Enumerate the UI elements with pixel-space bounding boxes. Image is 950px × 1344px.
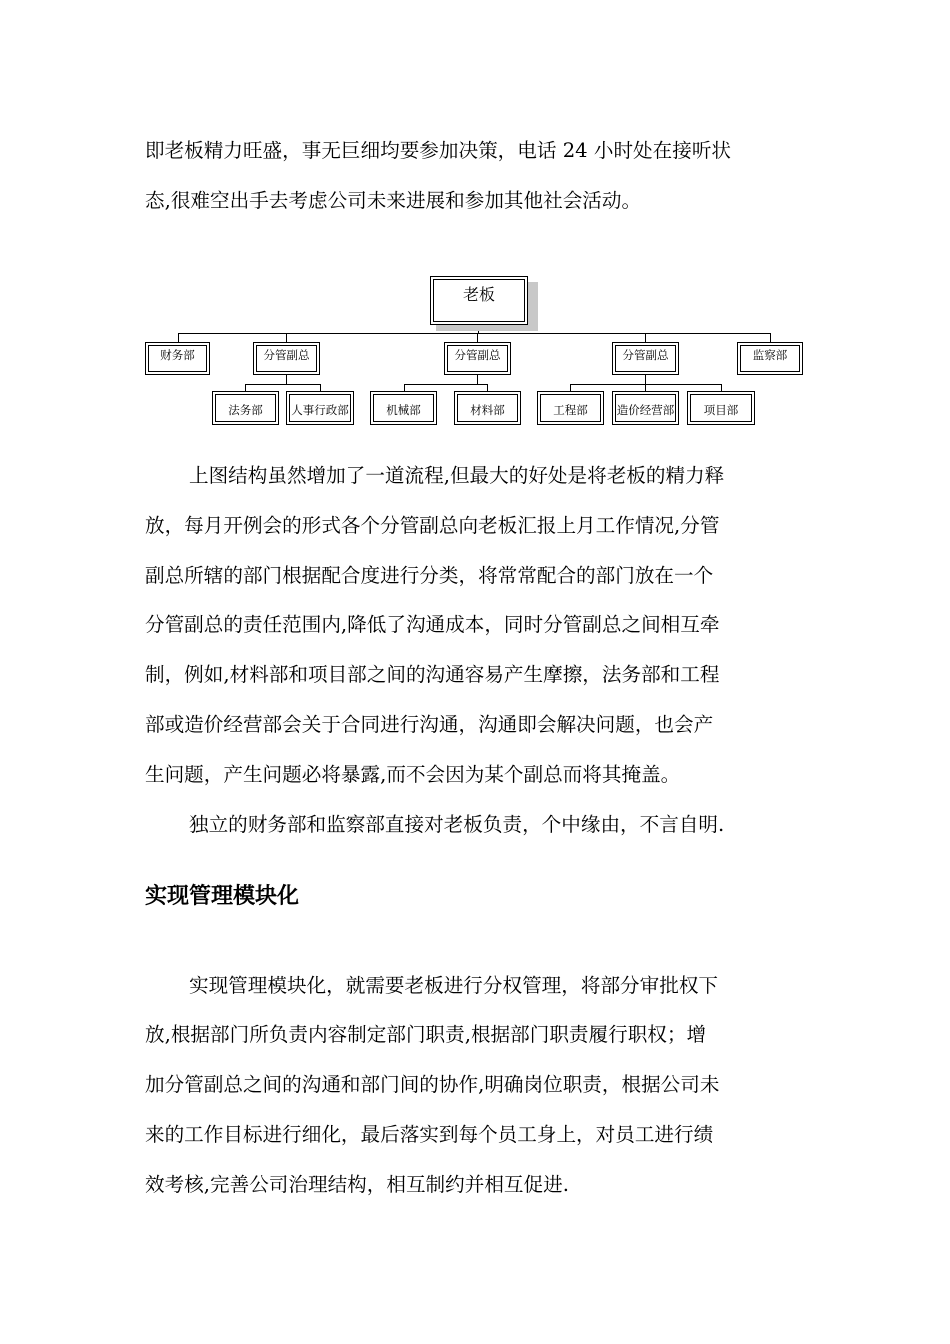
paragraph-2-line-4: 分管副总的责任范围内,降低了沟通成本，同时分管副总之间相互牵 <box>145 613 720 636</box>
connector <box>245 384 320 385</box>
boss-box: 老板 <box>430 276 528 325</box>
hr-admin-box: 人事行政部 <box>286 391 354 425</box>
paragraph-2-line-5: 制，例如,材料部和项目部之间的沟通容易产生摩擦，法务部和工程 <box>145 663 720 686</box>
connector <box>286 375 287 384</box>
connector <box>245 384 246 391</box>
connector <box>645 375 646 384</box>
project-box: 项目部 <box>687 391 755 425</box>
connector <box>320 384 321 391</box>
connector <box>487 384 488 391</box>
vp-mid-box: 分管副总 <box>444 342 511 375</box>
connector <box>178 333 770 334</box>
paragraph-4-line-1: 实现管理模块化，就需要老板进行分权管理，将部分审批权下 <box>189 974 719 997</box>
paragraph-2-line-7: 生问题，产生问题必将暴露,而不会因为某个副总而将其掩盖。 <box>145 763 681 786</box>
connector <box>286 333 287 342</box>
connector <box>645 384 646 391</box>
connector <box>645 333 646 342</box>
engineering-box: 工程部 <box>537 391 604 425</box>
supervision-box: 监察部 <box>737 342 803 375</box>
connector <box>178 333 179 342</box>
section-heading: 实现管理模块化 <box>145 884 300 909</box>
paragraph-1-line-2: 态,很难空出手去考虑公司未来进展和参加其他社会活动。 <box>145 189 642 212</box>
connector <box>570 384 571 391</box>
connector <box>404 384 405 391</box>
org-chart <box>0 0 950 440</box>
paragraph-2-line-3: 副总所辖的部门根据配合度进行分类，将常常配合的部门放在一个 <box>145 564 714 587</box>
connector <box>404 384 488 385</box>
paragraph-2-line-1: 上图结构虽然增加了一道流程,但最大的好处是将老板的精力释 <box>189 464 725 487</box>
paragraph-2-line-2: 放，每月开例会的形式各个分管副总向老板汇报上月工作情况,分管 <box>145 514 720 537</box>
paragraph-1-line-1: 即老板精力旺盛，事无巨细均要参加决策，电话 24 小时处在接听状 <box>145 139 732 162</box>
vp-right-box: 分管副总 <box>612 342 679 375</box>
materials-box: 材料部 <box>454 391 521 425</box>
paragraph-2-line-6: 部或造价经营部会关于合同进行沟通，沟通即会解决问题，也会产 <box>145 713 714 736</box>
paragraph-4-line-4: 来的工作目标进行细化，最后落实到每个员工身上，对员工进行绩 <box>145 1123 714 1146</box>
paragraph-4-line-5: 效考核,完善公司治理结构，相互制约并相互促进. <box>145 1173 569 1196</box>
connector <box>721 384 722 391</box>
paragraph-4-line-3: 加分管副总之间的沟通和部门间的协作,明确岗位职责，根据公司未 <box>145 1073 720 1096</box>
connector <box>477 333 478 342</box>
paragraph-3-line-1: 独立的财务部和监察部直接对老板负责，个中缘由，不言自明. <box>189 813 725 836</box>
machinery-box: 机械部 <box>370 391 437 425</box>
legal-box: 法务部 <box>212 391 279 425</box>
connector <box>477 375 478 384</box>
paragraph-4-line-2: 放,根据部门所负责内容制定部门职责,根据部门职责履行职权；增 <box>145 1023 707 1046</box>
vp-left-box: 分管副总 <box>253 342 320 375</box>
connector <box>770 333 771 342</box>
finance-box: 财务部 <box>145 342 210 375</box>
cost-box: 造价经营部 <box>612 391 679 425</box>
